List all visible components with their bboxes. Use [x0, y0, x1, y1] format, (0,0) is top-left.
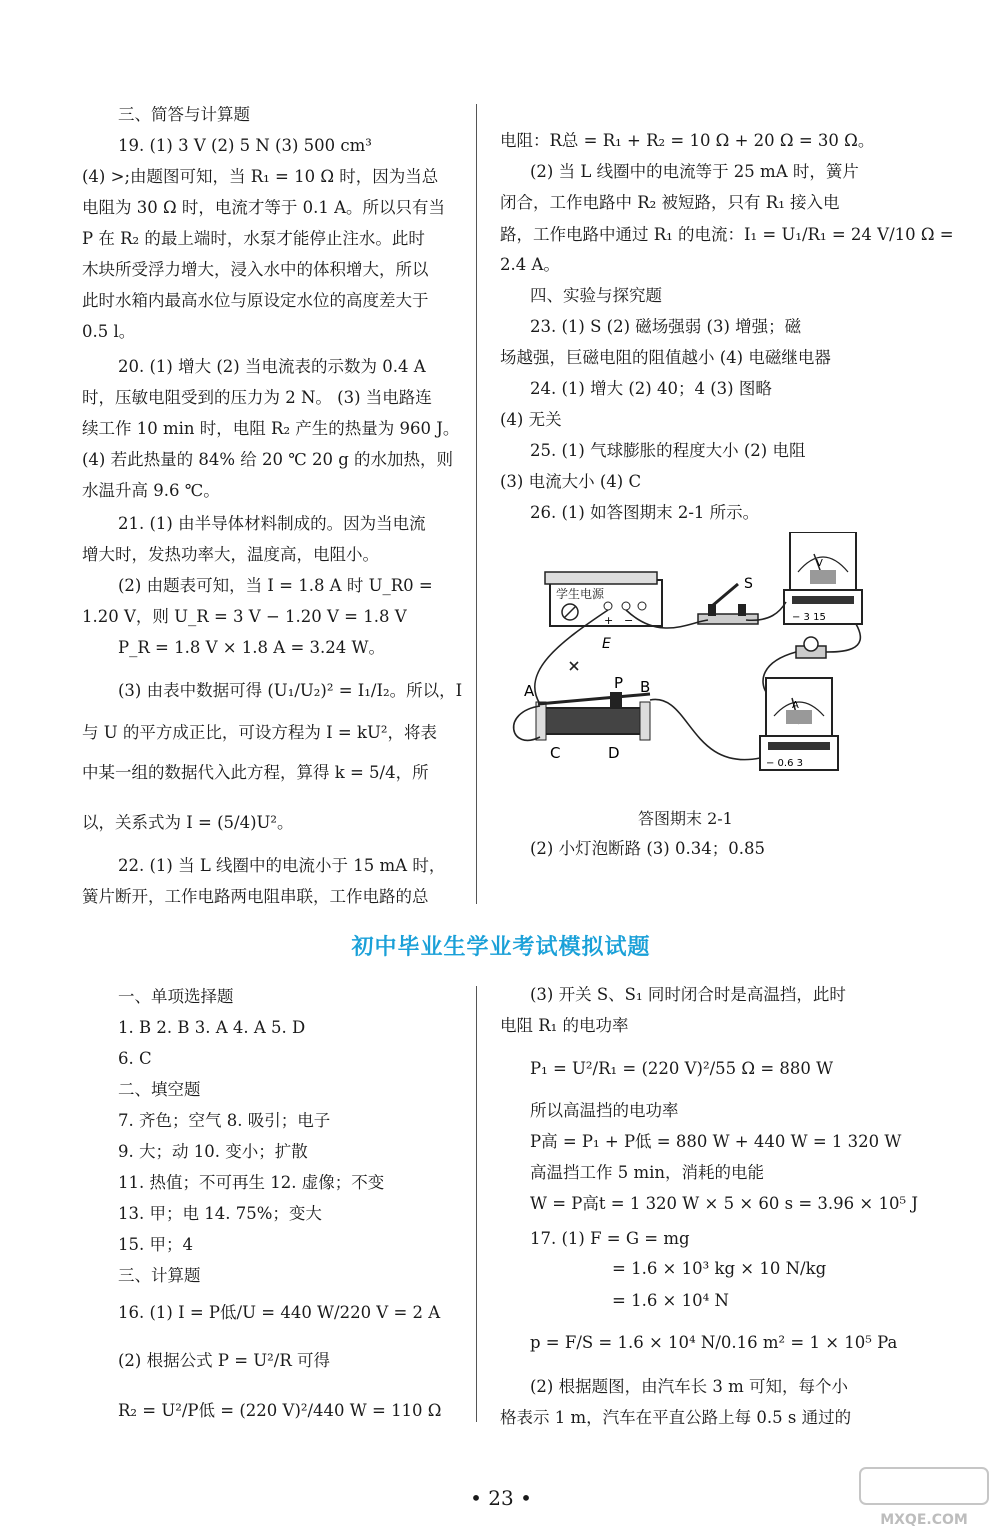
switch-label: S	[744, 576, 753, 592]
answer-line: (4) 若此热量的 84% 给 20 ℃ 20 g 的水加热，则	[82, 450, 454, 469]
answer-line: 高温挡工作 5 min，消耗的电能	[530, 1163, 765, 1182]
answer-line: R₂ = U²/P低 = (220 V)²/440 W = 110 Ω	[118, 1401, 442, 1420]
answer-line: 17. (1) F = G = mg	[530, 1229, 690, 1248]
answer-line: 0.5 l。	[82, 322, 136, 341]
answer-line: 闭合，工作电路中 R₂ 被短路，只有 R₁ 接入电	[500, 193, 840, 212]
answer-line: P_R = 1.8 V × 1.8 A = 3.24 W。	[118, 638, 385, 657]
heading-single-choice: 一、单项选择题	[118, 987, 234, 1006]
watermark-logo	[854, 1462, 994, 1532]
node-p-label: P	[614, 674, 624, 692]
answer-line: 电阻 R₁ 的电功率	[500, 1016, 629, 1035]
answer-line: 19. (1) 3 V (2) 5 N (3) 500 cm³	[118, 136, 372, 155]
answer-line: (2) 小灯泡断路 (3) 0.34；0.85	[530, 839, 765, 858]
section-title: 初中毕业生学业考试模拟试题	[351, 935, 651, 960]
column-divider	[476, 104, 477, 904]
answer-line: 1.20 V，则 U_R = 3 V − 1.20 V = 1.8 V	[82, 607, 407, 626]
answer-line: (2) 根据公式 P = U²/R 可得	[118, 1351, 331, 1370]
node-c-label: C	[550, 744, 561, 762]
heading-experiment: 四、实验与探究题	[530, 286, 662, 305]
answer-line: 路，工作电路中通过 R₁ 的电流：I₁ = U₁/R₁ = 24 V/10 Ω =	[500, 225, 954, 244]
answer-line: p = F/S = 1.6 × 10⁴ N/0.16 m² = 1 × 10⁵ Pa	[530, 1333, 898, 1352]
power-supply	[545, 572, 662, 627]
answer-line: 增大时，发热功率大，温度高，电阻小。	[82, 545, 379, 564]
ammeter-label: A	[792, 700, 799, 711]
answer-line: 电阻：R总 = R₁ + R₂ = 10 Ω + 20 Ω = 30 Ω。	[500, 131, 875, 150]
power-supply-label: 学生电源	[556, 587, 605, 601]
answer-line: 6. C	[118, 1049, 152, 1068]
answer-line: 水温升高 9.6 ℃。	[82, 481, 220, 500]
answer-line: 所以高温挡的电功率	[530, 1101, 679, 1120]
answer-line: 以，关系式为 I = (5/4)U²。	[82, 813, 294, 832]
node-d-label: D	[608, 744, 620, 762]
answer-line: 电阻为 30 Ω 时，电流才等于 0.1 A。所以只有当	[82, 198, 446, 217]
answer-line: 26. (1) 如答图期末 2-1 所示。	[530, 503, 760, 522]
answer-line: 7. 齐色；空气 8. 吸引；电子	[118, 1111, 331, 1130]
watermark-text: MXQE.COM	[880, 1512, 968, 1528]
answer-line: = 1.6 × 10⁴ N	[612, 1291, 729, 1310]
ammeter-scale: − 0.6 3	[766, 758, 804, 769]
light-bulb	[796, 637, 826, 658]
heading-fill-blank: 二、填空题	[118, 1080, 201, 1099]
answer-line: (2) 根据题图，由汽车长 3 m 可知，每个小	[530, 1377, 848, 1396]
voltmeter-label: V	[816, 558, 823, 569]
answer-line: 20. (1) 增大 (2) 当电流表的示数为 0.4 A	[118, 357, 426, 376]
answer-line: 与 U 的平方成正比，可设方程为 I = kU²，将表	[82, 723, 437, 742]
answer-line: 簧片断开，工作电路两电阻串联，工作电路的总	[82, 887, 429, 906]
answer-line: (2) 当 L 线圈中的电流等于 25 mA 时，簧片	[530, 162, 859, 181]
answer-line: 格表示 1 m，汽车在平直公路上每 0.5 s 通过的	[500, 1408, 852, 1427]
answer-line: (4) 无关	[500, 410, 562, 429]
node-b-label: B	[640, 678, 651, 696]
ammeter	[760, 678, 838, 770]
answer-line: P高 = P₁ + P低 = 880 W + 440 W = 1 320 W	[530, 1132, 902, 1151]
answer-line: = 1.6 × 10³ kg × 10 N/kg	[612, 1259, 827, 1278]
answer-line: (3) 开关 S、S₁ 同时闭合时是高温挡，此时	[530, 985, 846, 1004]
svg-text:+: +	[604, 614, 614, 627]
figure-caption: 答图期末 2-1	[638, 809, 733, 828]
answer-line: 9. 大；动 10. 变小；扩散	[118, 1142, 308, 1161]
svg-text:−: −	[624, 614, 634, 627]
answer-line: 23. (1) S (2) 磁场强弱 (3) 增强；磁	[530, 317, 802, 336]
answer-line: (2) 由题表可知，当 I = 1.8 A 时 U_R0 =	[118, 576, 433, 595]
heading-short-answer: 三、简答与计算题	[118, 105, 250, 124]
answer-line: 13. 甲；电 14. 75%；变大	[118, 1204, 322, 1223]
answer-line: 22. (1) 当 L 线圈中的电流小于 15 mA 时，	[118, 856, 446, 875]
column-divider	[476, 986, 477, 1422]
answer-line: (4) >;由题图可知，当 R₁ = 10 Ω 时，因为当总	[82, 167, 439, 186]
circuit-figure	[500, 532, 872, 776]
answer-line: 续工作 10 min 时，电阻 R₂ 产生的热量为 960 J。	[82, 419, 460, 438]
voltmeter	[784, 532, 862, 624]
answer-line: 1. B 2. B 3. A 4. A 5. D	[118, 1018, 306, 1037]
switch	[698, 576, 758, 624]
answer-line: 16. (1) I = P低/U = 440 W/220 V = 2 A	[118, 1303, 441, 1322]
answer-line: 时，压敏电阻受到的压力为 2 N。 (3) 当电路连	[82, 388, 432, 407]
answer-line: 11. 热值；不可再生 12. 虚像；不变	[118, 1173, 385, 1192]
answer-line: 21. (1) 由半导体材料制成的。因为当电流	[118, 514, 426, 533]
answer-line: 2.4 A。	[500, 255, 560, 274]
answer-line: (3) 由表中数据可得 (U₁/U₂)² = I₁/I₂。所以，I	[118, 681, 463, 700]
answer-line: 场越强，巨磁电阻的阻值越小 (4) 电磁继电器	[500, 348, 831, 367]
answer-line: P₁ = U²/R₁ = (220 V)²/55 Ω = 880 W	[530, 1059, 834, 1078]
node-e-label: E	[602, 636, 611, 652]
answer-line: W = P高t = 1 320 W × 5 × 60 s = 3.96 × 10⁵ J	[530, 1194, 918, 1213]
answer-line: 25. (1) 气球膨胀的程度大小 (2) 电阻	[530, 441, 806, 460]
answer-line: 此时水箱内最高水位与原设定水位的高度差大于	[82, 291, 429, 310]
answer-line: 中某一组的数据代入此方程，算得 k = 5/4，所	[82, 763, 429, 782]
rheostat	[524, 674, 650, 762]
answer-line: P 在 R₂ 的最上端时，水泵才能停止注水。此时	[82, 229, 425, 248]
answer-line: 15. 甲；4	[118, 1235, 193, 1254]
answer-line: 木块所受浮力增大，浸入水中的体积增大，所以	[82, 260, 429, 279]
node-a-label: A	[524, 682, 535, 700]
voltmeter-scale: − 3 15	[792, 612, 826, 623]
answer-line: (3) 电流大小 (4) C	[500, 472, 642, 491]
answer-line: 24. (1) 增大 (2) 40；4 (3) 图略	[530, 379, 772, 398]
heading-calculation: 三、计算题	[118, 1266, 201, 1285]
page-number: • 23 •	[470, 1486, 532, 1510]
